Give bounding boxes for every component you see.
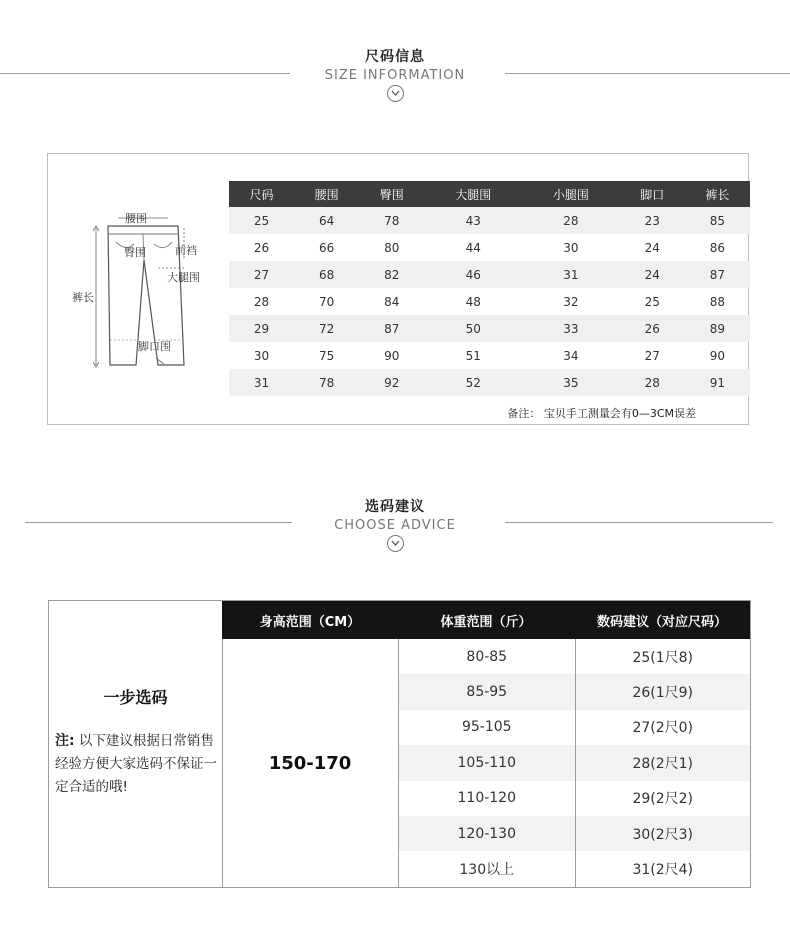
- table-cell: 72: [294, 315, 359, 342]
- column-header: 大腿围: [424, 181, 522, 207]
- table-cell: 87: [685, 261, 750, 288]
- weight-cell: 80-85: [399, 639, 576, 674]
- note-label: 注:: [55, 733, 75, 749]
- advice-note: [55, 730, 220, 799]
- column-header: 裤长: [685, 181, 750, 207]
- table-cell: 25: [229, 207, 294, 234]
- table-cell: 25: [644, 294, 660, 309]
- table-cell: 44: [465, 240, 481, 255]
- label-hem: 脚口围: [138, 340, 171, 353]
- table-cell: 52: [424, 369, 522, 396]
- section-subtitle: SIZE INFORMATION: [324, 68, 466, 83]
- table-cell: 75: [319, 348, 335, 363]
- table-cell: 82: [359, 261, 424, 288]
- chevron-down-icon: [387, 85, 404, 102]
- table-cell: 28: [620, 369, 685, 396]
- advice-intro-cell: [49, 601, 223, 887]
- table-row: [229, 288, 750, 315]
- column-header: 腰围: [294, 181, 359, 207]
- table-cell: 27: [229, 261, 294, 288]
- table-cell: 26: [253, 240, 270, 255]
- weight-cell: 120-130: [399, 816, 576, 851]
- table-cell: 24: [644, 240, 660, 255]
- label-rise: 前裆: [175, 244, 197, 257]
- choose-advice-table: [48, 600, 751, 888]
- size-cell: 28(2尺1): [632, 755, 694, 772]
- table-cell: 33: [522, 315, 620, 342]
- table-cell: 84: [384, 294, 400, 309]
- weight-cell: 110-120: [399, 781, 576, 816]
- column-header: 体重范围（斤）: [440, 614, 532, 630]
- table-cell: 91: [685, 369, 750, 396]
- divider: [0, 73, 290, 74]
- table-cell: 78: [294, 369, 359, 396]
- table-row: [229, 207, 750, 234]
- table-cell: 89: [685, 315, 750, 342]
- table-cell: 31: [522, 261, 620, 288]
- section-title: 尺码信息: [365, 49, 425, 65]
- table-row: [399, 816, 750, 851]
- table-row: [399, 639, 750, 674]
- size-cell: 26(1尺9): [632, 685, 694, 702]
- table-cell: 64: [294, 207, 359, 234]
- table-row: [399, 710, 750, 745]
- table-cell: 86: [709, 240, 726, 255]
- table-row: [399, 851, 750, 886]
- table-row: [229, 315, 750, 342]
- table-cell: 70: [319, 294, 335, 309]
- size-cell: 27(2尺0): [632, 720, 694, 737]
- table-cell: 35: [522, 369, 620, 396]
- pants-icon: [66, 200, 216, 380]
- table-cell: 29: [229, 315, 294, 342]
- advice-title: 一步选码: [103, 688, 168, 707]
- table-cell: 46: [424, 261, 522, 288]
- label-waist: 腰围: [125, 212, 147, 225]
- advice-rows: [399, 639, 750, 887]
- divider: [25, 522, 292, 523]
- column-header: 脚口: [620, 181, 685, 207]
- size-cell: 25(1尺8): [632, 649, 694, 666]
- table-cell: 85: [685, 207, 750, 234]
- weight-cell: 130以上: [399, 851, 576, 886]
- size-cell: 31(2尺4): [632, 862, 694, 879]
- measurement-note: 备注： 宝贝手工测量会有0—3CM误差: [507, 407, 696, 420]
- divider: [505, 73, 790, 74]
- height-range-cell: 150-170: [222, 639, 399, 887]
- table-cell: 28: [522, 207, 620, 234]
- size-information-panel: [47, 153, 749, 425]
- table-header-row: [229, 181, 750, 207]
- table-cell: 48: [465, 294, 481, 309]
- table-cell: 90: [709, 348, 726, 363]
- section-subtitle: CHOOSE ADVICE: [334, 518, 456, 533]
- table-cell: 28: [253, 294, 270, 309]
- label-thigh: 大腿围: [167, 271, 200, 284]
- advice-header-row: [222, 601, 750, 639]
- table-cell: 78: [359, 207, 424, 234]
- table-cell: 32: [563, 294, 579, 309]
- table-cell: 68: [294, 261, 359, 288]
- table-cell: 30: [253, 348, 270, 363]
- table-row: [399, 745, 750, 780]
- table-cell: 90: [384, 348, 400, 363]
- table-cell: 27: [644, 348, 660, 363]
- table-cell: 66: [319, 240, 335, 255]
- chevron-down-icon: [387, 535, 404, 552]
- table-row: [399, 781, 750, 816]
- label-length: 裤长: [72, 291, 94, 304]
- column-header: 尺码: [229, 181, 294, 207]
- size-table: [229, 181, 750, 396]
- weight-cell: 85-95: [399, 674, 576, 709]
- divider: [505, 522, 773, 523]
- table-cell: 80: [384, 240, 400, 255]
- column-header: 臀围: [359, 181, 424, 207]
- table-cell: 43: [424, 207, 522, 234]
- table-cell: 23: [620, 207, 685, 234]
- table-cell: 34: [563, 348, 579, 363]
- size-cell: 29(2尺2): [632, 791, 694, 808]
- table-cell: 31: [229, 369, 294, 396]
- advice-section-header: [0, 496, 790, 552]
- size-section-header: [0, 46, 790, 102]
- table-row: [399, 674, 750, 709]
- weight-cell: 95-105: [399, 710, 576, 745]
- section-title: 选码建议: [365, 499, 425, 515]
- weight-cell: 105-110: [399, 745, 576, 780]
- table-cell: 87: [359, 315, 424, 342]
- pants-measurement-figure: [66, 200, 216, 380]
- column-header: 数码建议（对应尺码）: [596, 614, 727, 630]
- table-cell: 88: [709, 294, 726, 309]
- table-row: [229, 369, 750, 396]
- table-cell: 26: [620, 315, 685, 342]
- table-cell: 50: [424, 315, 522, 342]
- table-cell: 92: [359, 369, 424, 396]
- table-cell: 51: [465, 348, 481, 363]
- label-hip: 臀围: [124, 246, 146, 259]
- column-header: 小腿围: [522, 181, 620, 207]
- table-row: [229, 261, 750, 288]
- note-text: 以下建议根据日常销售经验方便大家选码不保证一定合适的哦!: [55, 733, 217, 795]
- table-row: [229, 342, 750, 369]
- table-row: [229, 234, 750, 261]
- column-header: 身高范围（CM）: [259, 614, 361, 630]
- table-cell: 24: [620, 261, 685, 288]
- size-cell: 30(2尺3): [632, 826, 694, 843]
- table-cell: 30: [563, 240, 579, 255]
